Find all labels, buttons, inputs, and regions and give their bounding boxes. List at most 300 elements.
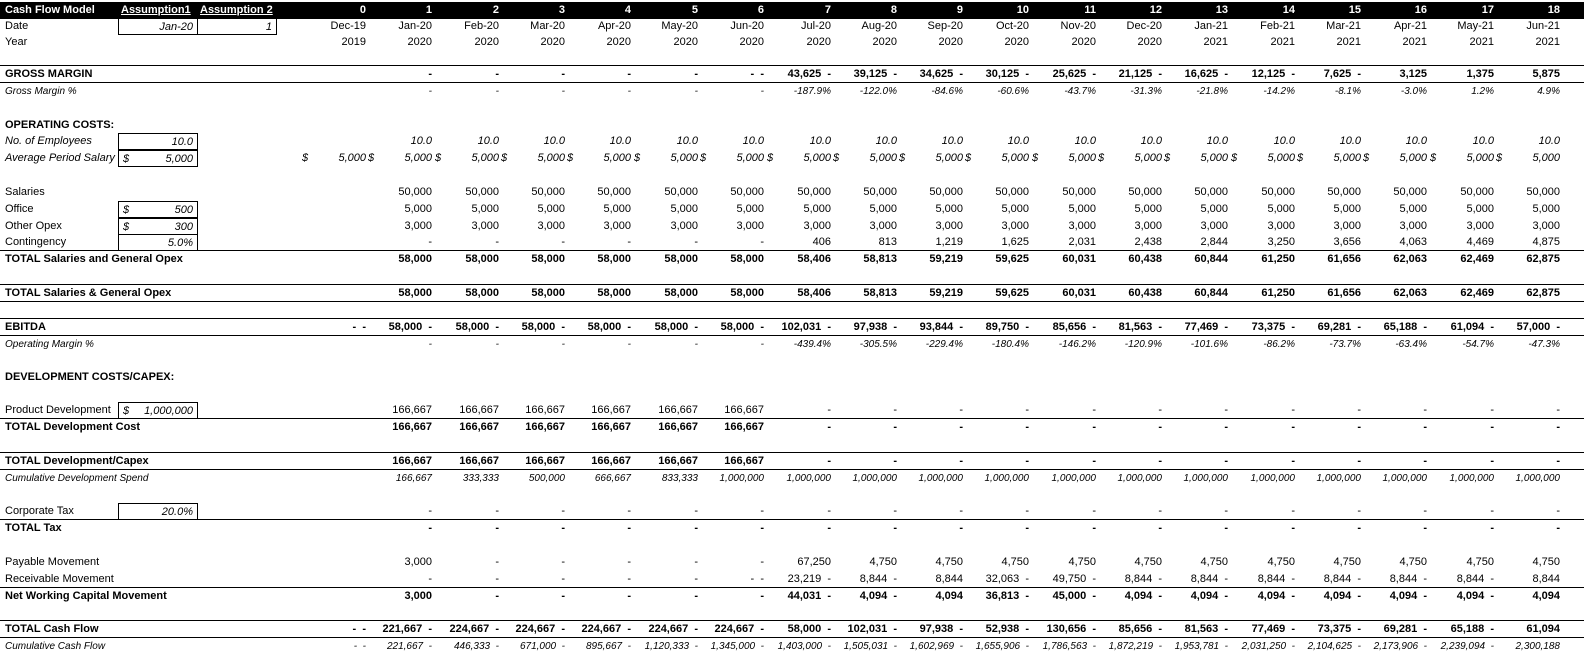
corp-tax-cell (300, 503, 366, 520)
total-cf-cell: 97,938 - (919, 623, 963, 635)
gross-margin-row (0, 66, 1584, 83)
gross-margin-cell: 12,125 - (1251, 68, 1295, 80)
receivable-cell (300, 571, 366, 588)
period-number: 0 (359, 4, 366, 16)
avg-salary-cell-currency: $ (1496, 152, 1503, 164)
cum-dev-cell: 1,000,000 (1515, 473, 1560, 484)
total-sal-opex2-cell: 62,063 (1393, 287, 1427, 299)
other-opex-cell: 3,000 (1068, 220, 1096, 232)
total-dev-capex-cell: - (1025, 455, 1029, 467)
receivable-row (0, 571, 1584, 588)
cum-dev-cell: 666,667 (594, 473, 631, 484)
total-dev-capex-cell: - (1224, 455, 1228, 467)
total-tax-cell: - (627, 522, 631, 534)
gross-margin-pct-cell: - (694, 86, 698, 97)
total-cf-cell: 224,667 - (581, 623, 631, 635)
avg-salary-cell: 5,000 (1134, 152, 1162, 164)
total-sal-opex-row (0, 251, 1584, 268)
corp-tax-cell: - (760, 505, 764, 517)
gross-margin-pct-cell: - (495, 86, 499, 97)
contingency-cell: - (495, 236, 499, 248)
total-sal-opex2-cell: 58,000 (465, 287, 499, 299)
cum-cf-cell: 1,655,906 - (975, 641, 1029, 652)
avg-salary-cell-currency: $ (368, 152, 375, 164)
contingency-label: Contingency (5, 236, 67, 248)
total-sal-opex2-cell (300, 285, 366, 302)
total-cf-cell: 221,667 - (382, 623, 432, 635)
gross-margin-cell: - (561, 68, 565, 80)
total-tax-cell: - (1224, 522, 1228, 534)
total-tax-cell: - (760, 522, 764, 534)
op-margin-cell: -305.5% (859, 339, 897, 350)
avg-salary-cell-currency: $ (1098, 152, 1105, 164)
gross-margin-pct-cell: -31.3% (1130, 86, 1162, 97)
other-opex-cell: 3,000 (1532, 220, 1560, 232)
office-cell: 5,000 (1532, 203, 1560, 215)
office-cell: 5,000 (471, 203, 499, 215)
gross-margin-cell: 30,125 - (985, 68, 1029, 80)
period-number: 16 (1414, 4, 1427, 16)
ebitda-cell: 58,000 - (587, 321, 631, 333)
product-dev-cell: - (959, 404, 963, 416)
total-dev-cost-cell: 166,667 (525, 421, 565, 433)
salaries-cell: 50,000 (597, 186, 631, 198)
ebitda-cell: 77,469 - (1184, 321, 1228, 333)
assumption1-header[interactable]: Assumption1 (121, 4, 191, 16)
total-sal-opex2-cell: 58,813 (863, 287, 897, 299)
employees-cell: 10.0 (543, 135, 565, 147)
op-margin-cell: - (694, 339, 698, 350)
contingency-input[interactable] (118, 234, 198, 251)
op-margin-cell: -439.4% (793, 339, 831, 350)
receivable-cell: - - (750, 573, 764, 585)
gross-margin-cell: 16,625 - (1184, 68, 1228, 80)
total-sal-opex-cell: 60,844 (1194, 253, 1228, 265)
total-sal-opex-label: TOTAL Salaries and General Opex (5, 253, 183, 265)
avg-salary-cell: 5,000 (803, 152, 831, 164)
total-dev-cost-cell: - (1291, 421, 1295, 433)
op-margin-cell: -54.7% (1462, 339, 1494, 350)
op-margin-cell: - (561, 339, 565, 350)
period-number: 13 (1215, 4, 1228, 16)
avg-salary-cell: 5,000 (736, 152, 764, 164)
avg-salary-cell: 5,000 (1399, 152, 1427, 164)
avg-salary-input[interactable] (118, 150, 198, 167)
corp-tax-cell: - (1291, 505, 1295, 517)
gross-margin-pct-cell: -84.6% (931, 86, 963, 97)
period-number: 2 (492, 4, 499, 16)
office-cell: 5,000 (1466, 203, 1494, 215)
gross-margin-pct-cell: -43.7% (1064, 86, 1096, 97)
payable-cell: 4,750 (1267, 556, 1295, 568)
total-sal-opex-cell: 60,438 (1128, 253, 1162, 265)
employees-input[interactable] (118, 133, 198, 150)
other-opex-cell: 3,000 (803, 220, 831, 232)
employees-cell: 10.0 (1472, 135, 1494, 147)
corp-tax-cell: - (495, 505, 499, 517)
product-dev-cell: - (1556, 404, 1560, 416)
salaries-cell: 50,000 (398, 186, 432, 198)
op-margin-cell: -73.7% (1329, 339, 1361, 350)
gross-margin-cell: 34,625 - (919, 68, 963, 80)
date-cell: May-20 (661, 20, 698, 32)
gross-margin-cell: - - (750, 68, 764, 80)
contingency-cell: 4,875 (1532, 236, 1560, 248)
cum-dev-cell: 166,667 (395, 473, 432, 484)
total-sal-opex2-cell: 62,469 (1460, 287, 1494, 299)
corp-tax-cell: - (694, 505, 698, 517)
total-dev-capex-label: TOTAL Development/Capex (5, 455, 149, 467)
year-cell: 2021 (1270, 36, 1295, 48)
op-margin-cell: - (627, 339, 631, 350)
total-dev-capex-cell: 166,667 (392, 455, 432, 467)
nwc-cell: 44,031 - (787, 590, 831, 602)
cum-dev-cell: 1,000,000 (1382, 473, 1427, 484)
cum-cf-cell: 1,953,781 - (1174, 641, 1228, 652)
gross-margin-pct-cell: -14.2% (1263, 86, 1295, 97)
product-dev-cell: 166,667 (658, 404, 698, 416)
office-currency: $ (123, 204, 130, 216)
product-dev-cell: - (827, 404, 831, 416)
payable-cell: 3,000 (404, 556, 432, 568)
payable-cell: - (694, 556, 698, 568)
corp-tax-cell: - (1025, 505, 1029, 517)
ebitda-cell: 81,563 - (1118, 321, 1162, 333)
employees-cell: 10.0 (875, 135, 897, 147)
cum-dev-cell (300, 470, 366, 487)
ebitda-cell: - - (352, 321, 366, 333)
nwc-cell: 4,094 - (859, 590, 897, 602)
salaries-label: Salaries (5, 186, 45, 198)
receivable-cell: - (694, 573, 698, 585)
contingency-cell: 3,250 (1267, 236, 1295, 248)
avg-salary-cell: 5,000 (1333, 152, 1361, 164)
op-margin-row (0, 336, 1584, 353)
product-dev-cell: 166,667 (392, 404, 432, 416)
cum-cf-cell: 1,602,969 - (909, 641, 963, 652)
other-opex-cell: 3,000 (471, 220, 499, 232)
total-dev-cost-cell: 166,667 (724, 421, 764, 433)
total-tax-cell: - (893, 522, 897, 534)
receivable-cell: 8,844 (1532, 573, 1560, 585)
avg-salary-currency: $ (123, 153, 130, 165)
avg-salary-cell: 5,000 (404, 152, 432, 164)
office-label: Office (5, 203, 34, 215)
salaries-cell: 50,000 (1327, 186, 1361, 198)
avg-salary-cell: 5,000 (1466, 152, 1494, 164)
contingency-cell: 406 (812, 236, 831, 248)
total-tax-cell: - (827, 522, 831, 534)
total-dev-capex-cell: - (1490, 455, 1494, 467)
period-length-input[interactable] (197, 18, 277, 35)
employees-cell: 10.0 (742, 135, 764, 147)
year-cell: 2021 (1402, 36, 1427, 48)
ebitda-cell: 58,000 - (720, 321, 764, 333)
year-label: Year (5, 36, 28, 48)
contingency-cell: 4,063 (1399, 236, 1427, 248)
product-dev-cell: - (1092, 404, 1096, 416)
avg-salary-cell-currency: $ (435, 152, 442, 164)
salaries-cell: 50,000 (730, 186, 764, 198)
avg-salary-cell-currency: $ (1430, 152, 1437, 164)
op-margin-cell: -229.4% (925, 339, 963, 350)
nwc-cell: 4,094 - (1257, 590, 1295, 602)
avg-salary-cell-currency: $ (567, 152, 574, 164)
nwc-cell: - (627, 590, 631, 602)
other-opex-row (0, 218, 1584, 235)
payable-cell: - (495, 556, 499, 568)
other-opex-cell: 3,000 (1466, 220, 1494, 232)
op-margin-cell: -120.9% (1124, 339, 1162, 350)
year-cell: 2020 (540, 36, 565, 48)
avg-salary-label: Average Period Salary (5, 152, 115, 164)
ebitda-cell: 58,000 - (521, 321, 565, 333)
total-dev-cost-cell: - (827, 421, 831, 433)
cum-dev-cell: 500,000 (528, 473, 565, 484)
cum-cf-cell: 2,300,188 (1515, 641, 1560, 652)
cum-dev-cell: 1,000,000 (719, 473, 764, 484)
total-dev-cost-label: TOTAL Development Cost (5, 421, 141, 433)
date-cell: May-21 (1457, 20, 1494, 32)
contingency-cell: 2,438 (1134, 236, 1162, 248)
employees-cell: 10.0 (1538, 135, 1560, 147)
ebitda-cell: 85,656 - (1052, 321, 1096, 333)
payable-cell (300, 554, 366, 571)
office-cell: 5,000 (803, 203, 831, 215)
other-opex-input[interactable] (118, 218, 198, 235)
corp-tax-cell: - (1158, 505, 1162, 517)
total-dev-capex-cell: - (1092, 455, 1096, 467)
corp-tax-input[interactable] (118, 503, 198, 520)
corp-tax-cell: - (1490, 505, 1494, 517)
payable-cell: 4,750 (1466, 556, 1494, 568)
year-cell: 2020 (872, 36, 897, 48)
total-dev-cost-cell: 166,667 (591, 421, 631, 433)
gross-margin-pct-cell: - (561, 86, 565, 97)
office-cell: 5,000 (537, 203, 565, 215)
date-cell: Sep-20 (927, 20, 963, 32)
operating-costs-label: OPERATING COSTS: (5, 119, 115, 131)
cum-dev-cell: 1,000,000 (1449, 473, 1494, 484)
contingency-input-value: 5.0% (167, 237, 193, 249)
total-dev-cost-row (0, 419, 1584, 436)
contingency-cell: 1,219 (935, 236, 963, 248)
nwc-cell: - (760, 590, 764, 602)
total-sal-opex-cell (300, 251, 366, 268)
corp-tax-cell: - (1423, 505, 1427, 517)
total-cf-cell: 77,469 - (1251, 623, 1295, 635)
office-input[interactable] (118, 201, 198, 218)
contingency-cell: 2,031 (1068, 236, 1096, 248)
cum-cf-cell: 1,345,000 - (710, 641, 764, 652)
date-cell: Apr-20 (597, 20, 631, 32)
gross-margin-cell: - (495, 68, 499, 80)
cum-cf-cell: 1,872,219 - (1108, 641, 1162, 652)
payable-cell: - (760, 556, 764, 568)
product-dev-cell: - (1158, 404, 1162, 416)
total-sal-opex2-row (0, 285, 1584, 302)
period-number: 6 (757, 4, 764, 16)
op-margin-cell: -86.2% (1263, 339, 1295, 350)
year-cell: 2020 (938, 36, 963, 48)
total-tax-cell: - (1556, 522, 1560, 534)
salaries-cell: 50,000 (863, 186, 897, 198)
product-dev-cell: 166,667 (459, 404, 499, 416)
operating-costs-heading (0, 117, 1584, 134)
nwc-label: Net Working Capital Movement (5, 590, 167, 602)
total-sal-opex-cell: 60,031 (1062, 253, 1096, 265)
salaries-row (0, 184, 1584, 201)
receivable-cell: 8,844 - (1456, 573, 1494, 585)
year-cell: 2020 (606, 36, 631, 48)
total-tax-cell: - (428, 522, 432, 534)
gross-margin-pct-cell: -3.0% (1400, 86, 1427, 97)
payable-cell: 4,750 (935, 556, 963, 568)
total-sal-opex2-cell: 58,000 (730, 287, 764, 299)
total-dev-capex-cell: - (1357, 455, 1361, 467)
salaries-cell: 50,000 (664, 186, 698, 198)
total-sal-opex-cell: 58,406 (797, 253, 831, 265)
start-date-input[interactable] (118, 18, 198, 35)
total-tax-cell: - (1357, 522, 1361, 534)
nwc-cell: - (694, 590, 698, 602)
salaries-cell (300, 184, 366, 201)
product-dev-input[interactable] (118, 402, 198, 419)
corp-tax-cell: - (1556, 505, 1560, 517)
gross-margin-pct-label: Gross Margin % (5, 86, 77, 97)
other-opex-cell: 3,000 (935, 220, 963, 232)
other-opex-cell: 3,000 (869, 220, 897, 232)
gross-margin-cell: - (428, 68, 432, 80)
total-dev-cost-cell: - (893, 421, 897, 433)
employees-input-value: 10.0 (171, 136, 193, 148)
total-dev-cost-cell: 166,667 (658, 421, 698, 433)
ebitda-cell: 73,375 - (1251, 321, 1295, 333)
salaries-cell: 50,000 (995, 186, 1029, 198)
year-cell: 2020 (474, 36, 499, 48)
nwc-cell: 4,094 - (1323, 590, 1361, 602)
total-cf-cell: 224,667 - (449, 623, 499, 635)
ebitda-cell: 93,844 - (919, 321, 963, 333)
op-margin-cell: -146.2% (1058, 339, 1096, 350)
other-opex-cell: 3,000 (1399, 220, 1427, 232)
date-label: Date (5, 20, 29, 32)
employees-cell: 10.0 (1140, 135, 1162, 147)
receivable-cell: - (495, 573, 499, 585)
contingency-cell: - (627, 236, 631, 248)
employees-cell: 10.0 (1339, 135, 1361, 147)
op-margin-cell: - (495, 339, 499, 350)
year-cell: 2020 (739, 36, 764, 48)
payable-row (0, 554, 1584, 571)
total-dev-cost-cell: - (1357, 421, 1361, 433)
corp-tax-cell: - (428, 505, 432, 517)
employees-cell: 10.0 (1405, 135, 1427, 147)
nwc-cell: 4,094 - (1456, 590, 1494, 602)
total-dev-capex-cell: - (1556, 455, 1560, 467)
ebitda-cell: 89,750 - (985, 321, 1029, 333)
product-dev-cell: - (1357, 404, 1361, 416)
gross-margin-cell: 5,875 (1532, 68, 1560, 80)
payable-label: Payable Movement (5, 556, 100, 568)
avg-salary-cell-currency: $ (634, 152, 641, 164)
gross-margin-pct-cell: -8.1% (1334, 86, 1361, 97)
op-margin-cell (300, 336, 366, 353)
salaries-cell: 50,000 (1062, 186, 1096, 198)
date-cell: Apr-21 (1393, 20, 1427, 32)
total-cf-cell: - - (352, 623, 366, 635)
op-margin-cell: - (760, 339, 764, 350)
cum-cf-cell: - - (353, 641, 366, 652)
total-cf-cell: 69,281 - (1383, 623, 1427, 635)
date-cell: Dec-20 (1126, 20, 1162, 32)
gross-margin-cell: 7,625 - (1323, 68, 1361, 80)
corp-tax-cell: - (827, 505, 831, 517)
year-cell: 2020 (806, 36, 831, 48)
date-cell: Mar-20 (530, 20, 565, 32)
gross-margin-cell: 1,375 (1466, 68, 1494, 80)
receivable-cell: - (627, 573, 631, 585)
product-dev-cell: - (1490, 404, 1494, 416)
salaries-cell: 50,000 (1261, 186, 1295, 198)
cum-cf-cell: 1,786,563 - (1042, 641, 1096, 652)
total-sal-opex-cell: 58,000 (465, 253, 499, 265)
gross-margin-pct-cell: - (760, 86, 764, 97)
avg-salary-cell: 5,000 (1267, 152, 1295, 164)
total-dev-capex-cell: 166,667 (658, 455, 698, 467)
nwc-cell: - (561, 590, 565, 602)
total-dev-cost-cell: - (1092, 421, 1096, 433)
cum-dev-cell: 1,000,000 (1051, 473, 1096, 484)
avg-salary-cell-currency: $ (1032, 152, 1039, 164)
avg-salary-cell: 5,000 (1001, 152, 1029, 164)
total-tax-cell: - (959, 522, 963, 534)
total-cf-label: TOTAL Cash Flow (5, 623, 99, 635)
avg-salary-cell: 5,000 (603, 152, 631, 164)
avg-salary-cell-currency: $ (1297, 152, 1304, 164)
corp-tax-cell: - (627, 505, 631, 517)
avg-salary-cell-currency: $ (700, 152, 707, 164)
total-sal-opex-cell: 58,813 (863, 253, 897, 265)
employees-cell: 10.0 (1007, 135, 1029, 147)
total-cf-cell: 102,031 - (847, 623, 897, 635)
cum-cf-cell: 1,505,031 - (843, 641, 897, 652)
receivable-cell: - (428, 573, 432, 585)
total-sal-opex-cell: 58,000 (730, 253, 764, 265)
total-dev-capex-cell: - (1158, 455, 1162, 467)
total-sal-opex-cell: 61,250 (1261, 253, 1295, 265)
ebitda-cell: 61,094 - (1450, 321, 1494, 333)
start-date-value: Jan-20 (159, 21, 193, 33)
office-input-value: 500 (174, 204, 193, 216)
contingency-cell: 1,625 (1001, 236, 1029, 248)
salaries-cell: 50,000 (1460, 186, 1494, 198)
gross-margin-pct-cell: - (627, 86, 631, 97)
avg-salary-cell: 5,000 (1532, 152, 1560, 164)
office-cell: 5,000 (1134, 203, 1162, 215)
cum-cf-cell: 2,173,906 - (1373, 641, 1427, 652)
total-tax-row (0, 520, 1584, 537)
cum-cf-cell: 2,104,625 - (1307, 641, 1361, 652)
receivable-cell: 8,844 - (1124, 573, 1162, 585)
assumption2-header[interactable]: Assumption 2 (200, 4, 273, 16)
dev-costs-heading (0, 369, 1584, 386)
period-number: 15 (1348, 4, 1361, 16)
avg-salary-cell-currency: $ (302, 152, 309, 164)
date-cell: Oct-20 (995, 20, 1029, 32)
total-cf-cell: 52,938 - (985, 623, 1029, 635)
office-cell: 5,000 (935, 203, 963, 215)
